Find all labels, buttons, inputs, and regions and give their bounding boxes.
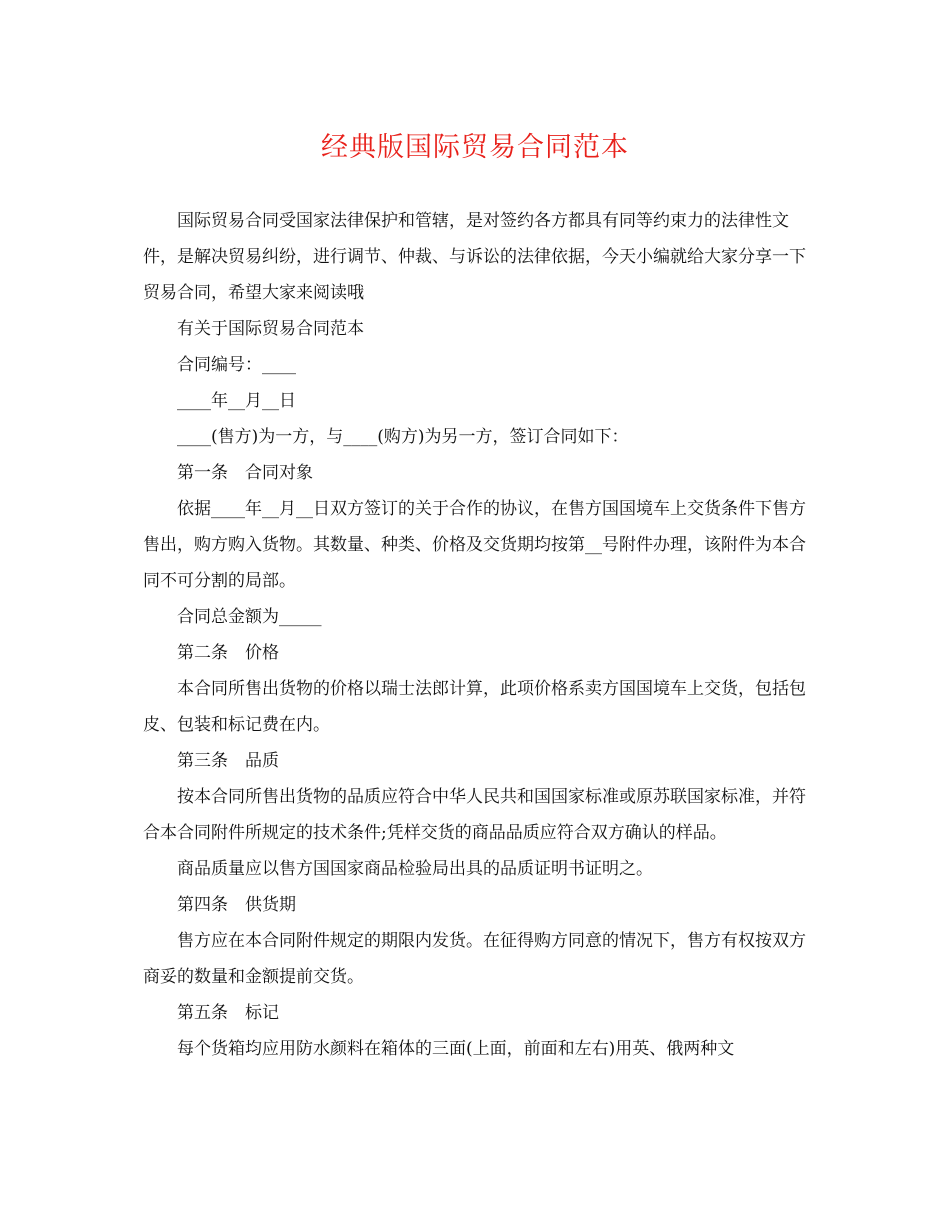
article-4-paragraph: 售方应在本合同附件规定的期限内发货。在征得购方同意的情况下，售方有权按双方商妥的数量和金额提前交货。 — [143, 931, 806, 987]
article-2-heading: 第二条 价格 — [177, 643, 279, 663]
document-title: 经典版国际贸易合同范本 — [321, 132, 629, 163]
parties-line: ____(售方)为一方，与____(购方)为另一方，签订合同如下： — [177, 427, 629, 447]
article-3-paragraph-2: 商品质量应以售方国国家商品检验局出具的品质证明书证明之。 — [177, 859, 653, 879]
article-2-paragraph: 本合同所售出货物的价格以瑞士法郎计算，此项价格系卖方国国境车上交货，包括包皮、包装和标记费在内。 — [143, 679, 806, 735]
date-line: ____年__月__日 — [177, 391, 296, 411]
article-4-heading: 第四条 供货期 — [177, 895, 296, 915]
subtitle-line: 有关于国际贸易合同范本 — [177, 319, 364, 339]
contract-number-line: 合同编号：____ — [177, 355, 296, 375]
article-3-paragraph: 按本合同所售出货物的品质应符合中华人民共和国国家标准或原苏联国家标准，并符合本合同附件所规定的技术条件;凭样交货的商品品质应符合双方确认的样品。 — [143, 787, 806, 843]
article-3-heading: 第三条 品质 — [177, 751, 279, 771]
article-5-paragraph: 每个货箱均应用防水颜料在箱体的三面(上面，前面和左右)用英、俄两种文 — [177, 1039, 735, 1059]
article-5-heading: 第五条 标记 — [177, 1003, 279, 1023]
document-body — [143, 203, 807, 1067]
article-1-heading: 第一条 合同对象 — [177, 463, 313, 483]
total-amount-line: 合同总金额为_____ — [177, 607, 322, 627]
intro-paragraph: 国际贸易合同受国家法律保护和管辖，是对签约各方都具有同等约束力的法律性文件，是解决贸易纠纷，进行调节、仲裁、与诉讼的法律依据，今天小编就给大家分享一下贸易合同，希望大家来阅读哦 — [143, 211, 806, 303]
article-1-paragraph: 依据____年__月__日双方签订的关于合作的协议，在售方国国境车上交货条件下售方售出，购方购入货物。其数量、种类、价格及交货期均按第__号附件办理，该附件为本合同不可分割的局部。 — [143, 499, 806, 591]
